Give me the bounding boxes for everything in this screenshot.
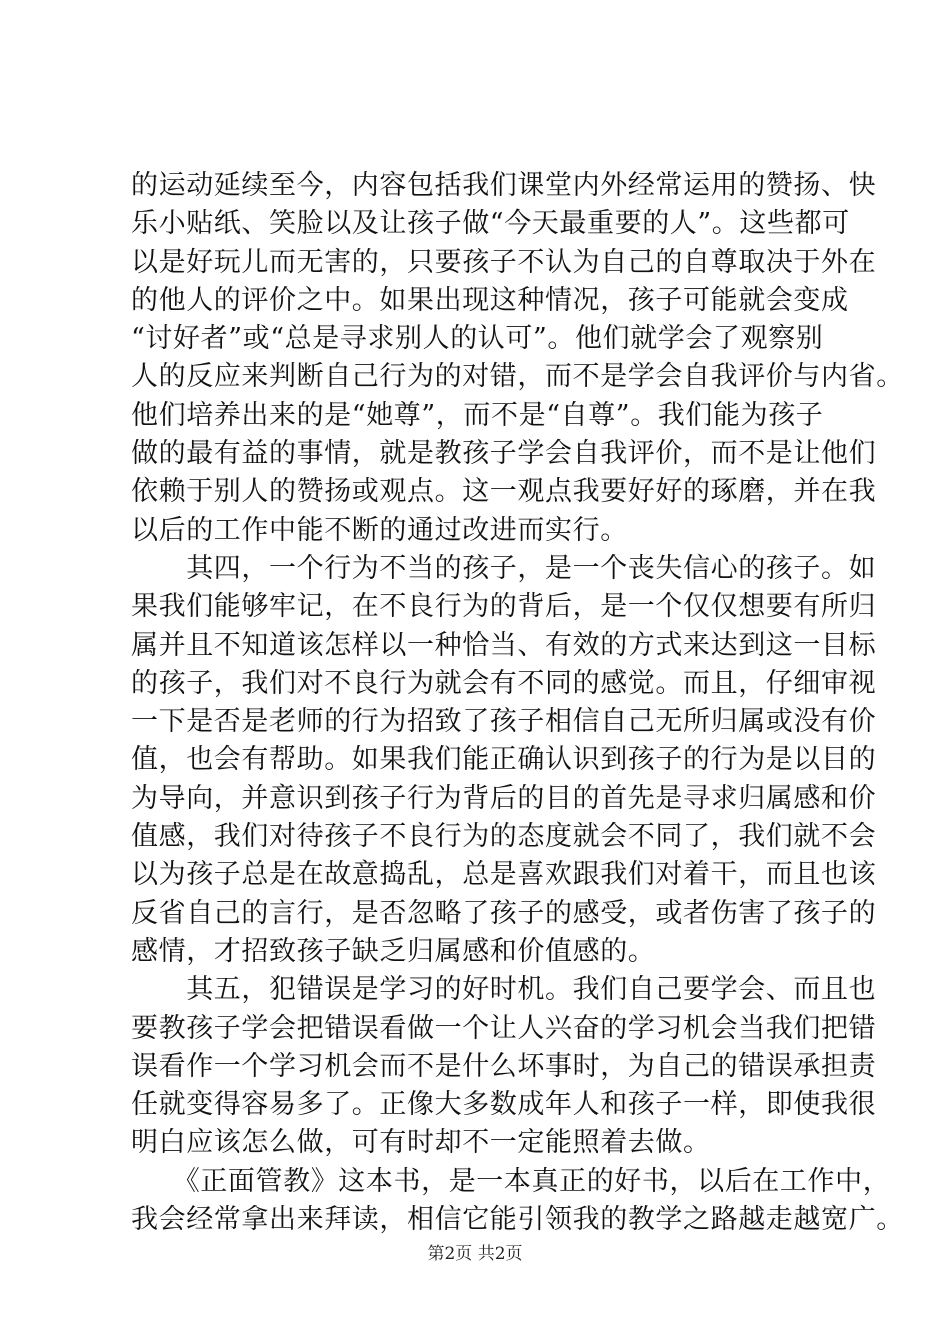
text-line: 的他人的评价之中。如果出现这种情况，孩子可能就会变成	[131, 284, 849, 316]
text-line: 误看作一个学习机会而不是什么坏事时，为自己的错误承担责	[131, 1050, 877, 1082]
text-line: “讨好者”或“总是寻求别人的认可”。他们就学会了观察别	[131, 323, 824, 355]
text-line: 依赖于别人的赞扬或观点。这一观点我要好好的琢磨，并在我	[131, 476, 877, 508]
text-line: 以为孩子总是在故意捣乱，总是喜欢跟我们对着干，而且也该	[131, 859, 877, 891]
text-line: 乐小贴纸、笑脸以及让孩子做“今天最重要的人”。这些都可	[131, 208, 850, 240]
text-line: 明白应该怎么做，可有时却不一定能照着去做。	[131, 1127, 711, 1159]
page-number-footer: 第2页 共2页	[427, 1244, 523, 1264]
body-text	[131, 167, 904, 1239]
text-line: 任就变得容易多了。正像大多数成年人和孩子一样，即使我很	[131, 1089, 877, 1121]
text-line: 为导向，并意识到孩子行为背后的目的首先是寻求归属感和价	[131, 782, 877, 814]
text-line: 《正面管教》这本书，是一本真正的好书，以后在工作中，	[131, 1165, 891, 1197]
text-line: 值，也会有帮助。如果我们能正确认识到孩子的行为是以目的	[131, 744, 877, 776]
text-line: 果我们能够牢记，在不良行为的背后，是一个仅仅想要有所归	[131, 591, 877, 623]
text-line: 属并且不知道该怎样以一种恰当、有效的方式来达到这一目标	[131, 629, 877, 661]
text-line: 以后的工作中能不断的通过改进而实行。	[131, 514, 628, 546]
text-line: 一下是否是老师的行为招致了孩子相信自己无所归属或没有价	[131, 706, 877, 738]
text-line: 他们培养出来的是“她尊”，而不是“自尊”。我们能为孩子	[131, 399, 824, 431]
text-line: 值感，我们对待孩子不良行为的态度就会不同了，我们就不会	[131, 821, 877, 853]
text-line: 其五，犯错误是学习的好时机。我们自己要学会、而且也	[131, 974, 877, 1006]
text-line: 人的反应来判断自己行为的对错，而不是学会自我评价与内省。	[131, 361, 904, 393]
text-line: 我会经常拿出来拜读，相信它能引领我的教学之路越走越宽广。	[131, 1204, 904, 1236]
text-line: 以是好玩儿而无害的，只要孩子不认为自己的自尊取决于外在	[131, 246, 877, 278]
text-line: 感情，才招致孩子缺乏归属感和价值感的。	[131, 935, 656, 967]
text-line: 要教孩子学会把错误看做一个让人兴奋的学习机会当我们把错	[131, 1012, 877, 1044]
text-line: 的孩子，我们对不良行为就会有不同的感觉。而且，仔细审视	[131, 667, 877, 699]
text-line: 做的最有益的事情，就是教孩子学会自我评价，而不是让他们	[131, 438, 877, 470]
text-line: 的运动延续至今，内容包括我们课堂内外经常运用的赞扬、快	[131, 170, 877, 201]
text-line: 其四，一个行为不当的孩子，是一个丧失信心的孩子。如	[131, 552, 877, 584]
text-line: 反省自己的言行，是否忽略了孩子的感受，或者伤害了孩子的	[131, 897, 877, 929]
